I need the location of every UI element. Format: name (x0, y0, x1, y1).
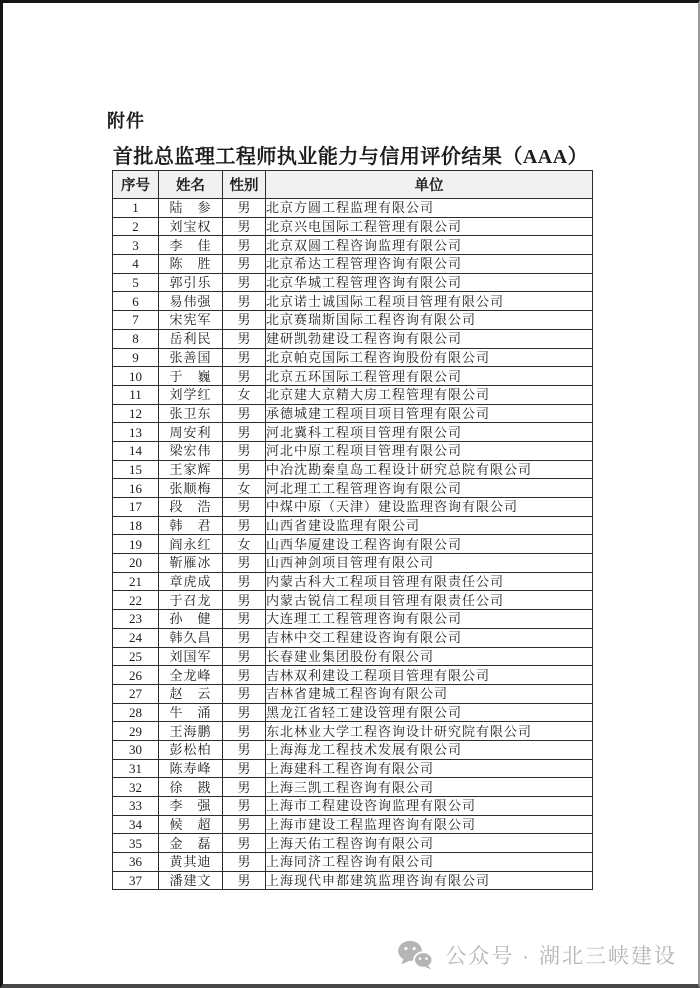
table-row (113, 367, 593, 386)
cell-company: 上海天佑工程咨询有限公司 (266, 834, 593, 853)
cell-gender: 男 (223, 703, 266, 722)
cell-no: 22 (113, 591, 159, 610)
cell-company: 上海同济工程咨询有限公司 (266, 853, 593, 872)
cell-gender: 男 (223, 423, 266, 442)
cell-company: 中冶沈勘秦皇岛工程设计研究总院有限公司 (266, 460, 593, 479)
cell-company: 河北中原工程项目管理有限公司 (266, 441, 593, 460)
cell-company: 大连理工工程管理咨询有限公司 (266, 610, 593, 629)
cell-no: 29 (113, 722, 159, 741)
cell-company: 河北冀科工程项目管理有限公司 (266, 423, 593, 442)
table-row (113, 647, 593, 666)
table-row (113, 498, 593, 517)
table-row (113, 423, 593, 442)
table-row (113, 759, 593, 778)
cell-no: 7 (113, 311, 159, 330)
table-row (113, 311, 593, 330)
cell-no: 20 (113, 554, 159, 573)
table-row (113, 516, 593, 535)
cell-company: 吉林省建城工程咨询有限公司 (266, 684, 593, 703)
cell-name: 徐 戡 (159, 778, 223, 797)
cell-no: 23 (113, 610, 159, 629)
cell-name: 刘学红 (159, 385, 223, 404)
cell-name: 韩 君 (159, 516, 223, 535)
cell-name: 韩久昌 (159, 628, 223, 647)
wechat-watermark (397, 939, 677, 970)
table-row (113, 684, 593, 703)
cell-name: 陈 胜 (159, 255, 223, 274)
table-row (113, 329, 593, 348)
cell-company: 北京双圆工程咨询监理有限公司 (266, 236, 593, 255)
cell-name: 李 佳 (159, 236, 223, 255)
cell-no: 28 (113, 703, 159, 722)
cell-no: 1 (113, 199, 159, 218)
cell-no: 35 (113, 834, 159, 853)
table-row (113, 572, 593, 591)
cell-no: 13 (113, 423, 159, 442)
cell-gender: 男 (223, 199, 266, 218)
table-row (113, 815, 593, 834)
cell-no: 37 (113, 871, 159, 890)
cell-company: 长春建业集团股份有限公司 (266, 647, 593, 666)
table-body (113, 199, 593, 890)
cell-no: 2 (113, 217, 159, 236)
table-header (113, 171, 593, 199)
cell-no: 24 (113, 628, 159, 647)
cell-gender: 男 (223, 759, 266, 778)
cell-no: 8 (113, 329, 159, 348)
cell-name: 靳雁冰 (159, 554, 223, 573)
cell-gender: 男 (223, 591, 266, 610)
cell-no: 12 (113, 404, 159, 423)
cell-gender: 男 (223, 498, 266, 517)
cell-no: 33 (113, 797, 159, 816)
cell-gender: 男 (223, 516, 266, 535)
cell-name: 赵 云 (159, 684, 223, 703)
table-row (113, 479, 593, 498)
cell-no: 18 (113, 516, 159, 535)
cell-no: 5 (113, 273, 159, 292)
cell-name: 宋宪军 (159, 311, 223, 330)
cell-company: 上海建科工程咨询有限公司 (266, 759, 593, 778)
cell-name: 张善国 (159, 348, 223, 367)
cell-gender: 男 (223, 255, 266, 274)
table-header-row (113, 171, 593, 199)
cell-gender: 男 (223, 778, 266, 797)
cell-company: 山西省建设监理有限公司 (266, 516, 593, 535)
column-header-no: 序号 (113, 171, 159, 199)
cell-no: 3 (113, 236, 159, 255)
cell-company: 上海海龙工程技术发展有限公司 (266, 740, 593, 759)
cell-name: 王家辉 (159, 460, 223, 479)
cell-company: 承德城建工程项目项目管理有限公司 (266, 404, 593, 423)
cell-gender: 男 (223, 348, 266, 367)
cell-no: 11 (113, 385, 159, 404)
cell-company: 北京帕克国际工程咨询股份有限公司 (266, 348, 593, 367)
cell-gender: 女 (223, 479, 266, 498)
table-row (113, 217, 593, 236)
column-header-gender: 性别 (223, 171, 266, 199)
cell-no: 27 (113, 684, 159, 703)
cell-company: 上海现代申都建筑监理咨询有限公司 (266, 871, 593, 890)
cell-gender: 男 (223, 217, 266, 236)
cell-no: 16 (113, 479, 159, 498)
table-row (113, 385, 593, 404)
cell-company: 北京诺士诚国际工程项目管理有限公司 (266, 292, 593, 311)
cell-company: 东北林业大学工程咨询设计研究院有限公司 (266, 722, 593, 741)
cell-gender: 男 (223, 367, 266, 386)
cell-company: 中煤中原（天津）建设监理咨询有限公司 (266, 498, 593, 517)
cell-company: 北京五环国际工程管理有限公司 (266, 367, 593, 386)
cell-company: 上海市建设工程监理咨询有限公司 (266, 815, 593, 834)
cell-company: 山西华厦建设工程咨询有限公司 (266, 535, 593, 554)
table-row (113, 591, 593, 610)
cell-no: 25 (113, 647, 159, 666)
cell-gender: 男 (223, 292, 266, 311)
cell-name: 彭松柏 (159, 740, 223, 759)
cell-name: 金 磊 (159, 834, 223, 853)
cell-gender: 男 (223, 441, 266, 460)
cell-gender: 男 (223, 647, 266, 666)
table-row (113, 610, 593, 629)
attachment-label: 附件 (107, 111, 145, 131)
cell-name: 潘建文 (159, 871, 223, 890)
cell-company: 吉林双利建设工程项目管理有限公司 (266, 666, 593, 685)
table-row (113, 871, 593, 890)
cell-company: 北京建大京精大房工程管理有限公司 (266, 385, 593, 404)
cell-name: 张卫东 (159, 404, 223, 423)
cell-gender: 男 (223, 666, 266, 685)
table-row (113, 236, 593, 255)
cell-name: 陆 参 (159, 199, 223, 218)
cell-company: 北京赛瑞斯国际工程咨询有限公司 (266, 311, 593, 330)
column-header-company: 单位 (266, 171, 593, 199)
cell-name: 王海鹏 (159, 722, 223, 741)
cell-name: 刘国军 (159, 647, 223, 666)
cell-no: 31 (113, 759, 159, 778)
table-row (113, 853, 593, 872)
cell-company: 北京华城工程管理咨询有限公司 (266, 273, 593, 292)
cell-name: 周安利 (159, 423, 223, 442)
cell-company: 内蒙古科大工程项目管理有限责任公司 (266, 572, 593, 591)
table-row (113, 441, 593, 460)
cell-gender: 男 (223, 722, 266, 741)
table-row (113, 797, 593, 816)
table-row (113, 554, 593, 573)
cell-no: 30 (113, 740, 159, 759)
cell-gender: 男 (223, 460, 266, 479)
cell-name: 孙 健 (159, 610, 223, 629)
cell-company: 上海三凯工程咨询有限公司 (266, 778, 593, 797)
cell-gender: 男 (223, 572, 266, 591)
cell-company: 河北理工工程管理咨询有限公司 (266, 479, 593, 498)
cell-name: 易伟强 (159, 292, 223, 311)
cell-name: 候 超 (159, 815, 223, 834)
cell-no: 10 (113, 367, 159, 386)
cell-company: 北京希达工程管理咨询有限公司 (266, 255, 593, 274)
cell-gender: 男 (223, 628, 266, 647)
watermark-text: 公众号 · 湖北三峡建设 (445, 944, 677, 968)
cell-no: 4 (113, 255, 159, 274)
cell-gender: 男 (223, 404, 266, 423)
table-row (113, 722, 593, 741)
cell-gender: 男 (223, 797, 266, 816)
cell-gender: 男 (223, 815, 266, 834)
cell-no: 15 (113, 460, 159, 479)
table-row (113, 292, 593, 311)
cell-company: 黑龙江省轻工建设管理有限公司 (266, 703, 593, 722)
table-row (113, 628, 593, 647)
cell-no: 34 (113, 815, 159, 834)
cell-no: 32 (113, 778, 159, 797)
cell-name: 黄其迪 (159, 853, 223, 872)
cell-name: 段 浩 (159, 498, 223, 517)
cell-name: 章虎成 (159, 572, 223, 591)
table-row (113, 348, 593, 367)
table-row (113, 199, 593, 218)
cell-gender: 男 (223, 853, 266, 872)
cell-company: 北京兴电国际工程管理有限公司 (266, 217, 593, 236)
cell-gender: 男 (223, 236, 266, 255)
table-row (113, 778, 593, 797)
cell-name: 全龙峰 (159, 666, 223, 685)
table-row (113, 404, 593, 423)
cell-company: 山西神剑项目管理有限公司 (266, 554, 593, 573)
table-row (113, 834, 593, 853)
cell-name: 张顺梅 (159, 479, 223, 498)
cell-gender: 男 (223, 554, 266, 573)
table-row (113, 535, 593, 554)
cell-no: 19 (113, 535, 159, 554)
cell-no: 17 (113, 498, 159, 517)
cell-name: 郭引乐 (159, 273, 223, 292)
cell-company: 建研凯勃建设工程咨询有限公司 (266, 329, 593, 348)
table-row (113, 666, 593, 685)
cell-name: 岳利民 (159, 329, 223, 348)
cell-no: 9 (113, 348, 159, 367)
cell-name: 陈寿峰 (159, 759, 223, 778)
table-row (113, 740, 593, 759)
cell-company: 内蒙古锐信工程项目管理有限责任公司 (266, 591, 593, 610)
cell-gender: 男 (223, 329, 266, 348)
table-row (113, 460, 593, 479)
cell-gender: 男 (223, 610, 266, 629)
cell-name: 于 巍 (159, 367, 223, 386)
cell-name: 刘宝权 (159, 217, 223, 236)
cell-gender: 女 (223, 535, 266, 554)
cell-name: 于召龙 (159, 591, 223, 610)
cell-no: 14 (113, 441, 159, 460)
wechat-icon (397, 939, 434, 970)
cell-company: 上海市工程建设咨询监理有限公司 (266, 797, 593, 816)
evaluation-results-table (112, 170, 593, 890)
cell-gender: 女 (223, 385, 266, 404)
cell-gender: 男 (223, 740, 266, 759)
cell-name: 梁宏伟 (159, 441, 223, 460)
cell-gender: 男 (223, 273, 266, 292)
cell-name: 牛 涌 (159, 703, 223, 722)
table-row (113, 255, 593, 274)
cell-no: 21 (113, 572, 159, 591)
page-title: 首批总监理工程师执业能力与信用评价结果（AAA） (112, 146, 589, 168)
cell-company: 北京方圆工程监理有限公司 (266, 199, 593, 218)
column-header-name: 姓名 (159, 171, 223, 199)
cell-no: 36 (113, 853, 159, 872)
table-row (113, 703, 593, 722)
cell-name: 阎永红 (159, 535, 223, 554)
cell-gender: 男 (223, 311, 266, 330)
cell-gender: 男 (223, 871, 266, 890)
cell-gender: 男 (223, 684, 266, 703)
cell-no: 6 (113, 292, 159, 311)
cell-gender: 男 (223, 834, 266, 853)
cell-name: 李 强 (159, 797, 223, 816)
table-row (113, 273, 593, 292)
cell-company: 吉林中交工程建设咨询有限公司 (266, 628, 593, 647)
cell-no: 26 (113, 666, 159, 685)
